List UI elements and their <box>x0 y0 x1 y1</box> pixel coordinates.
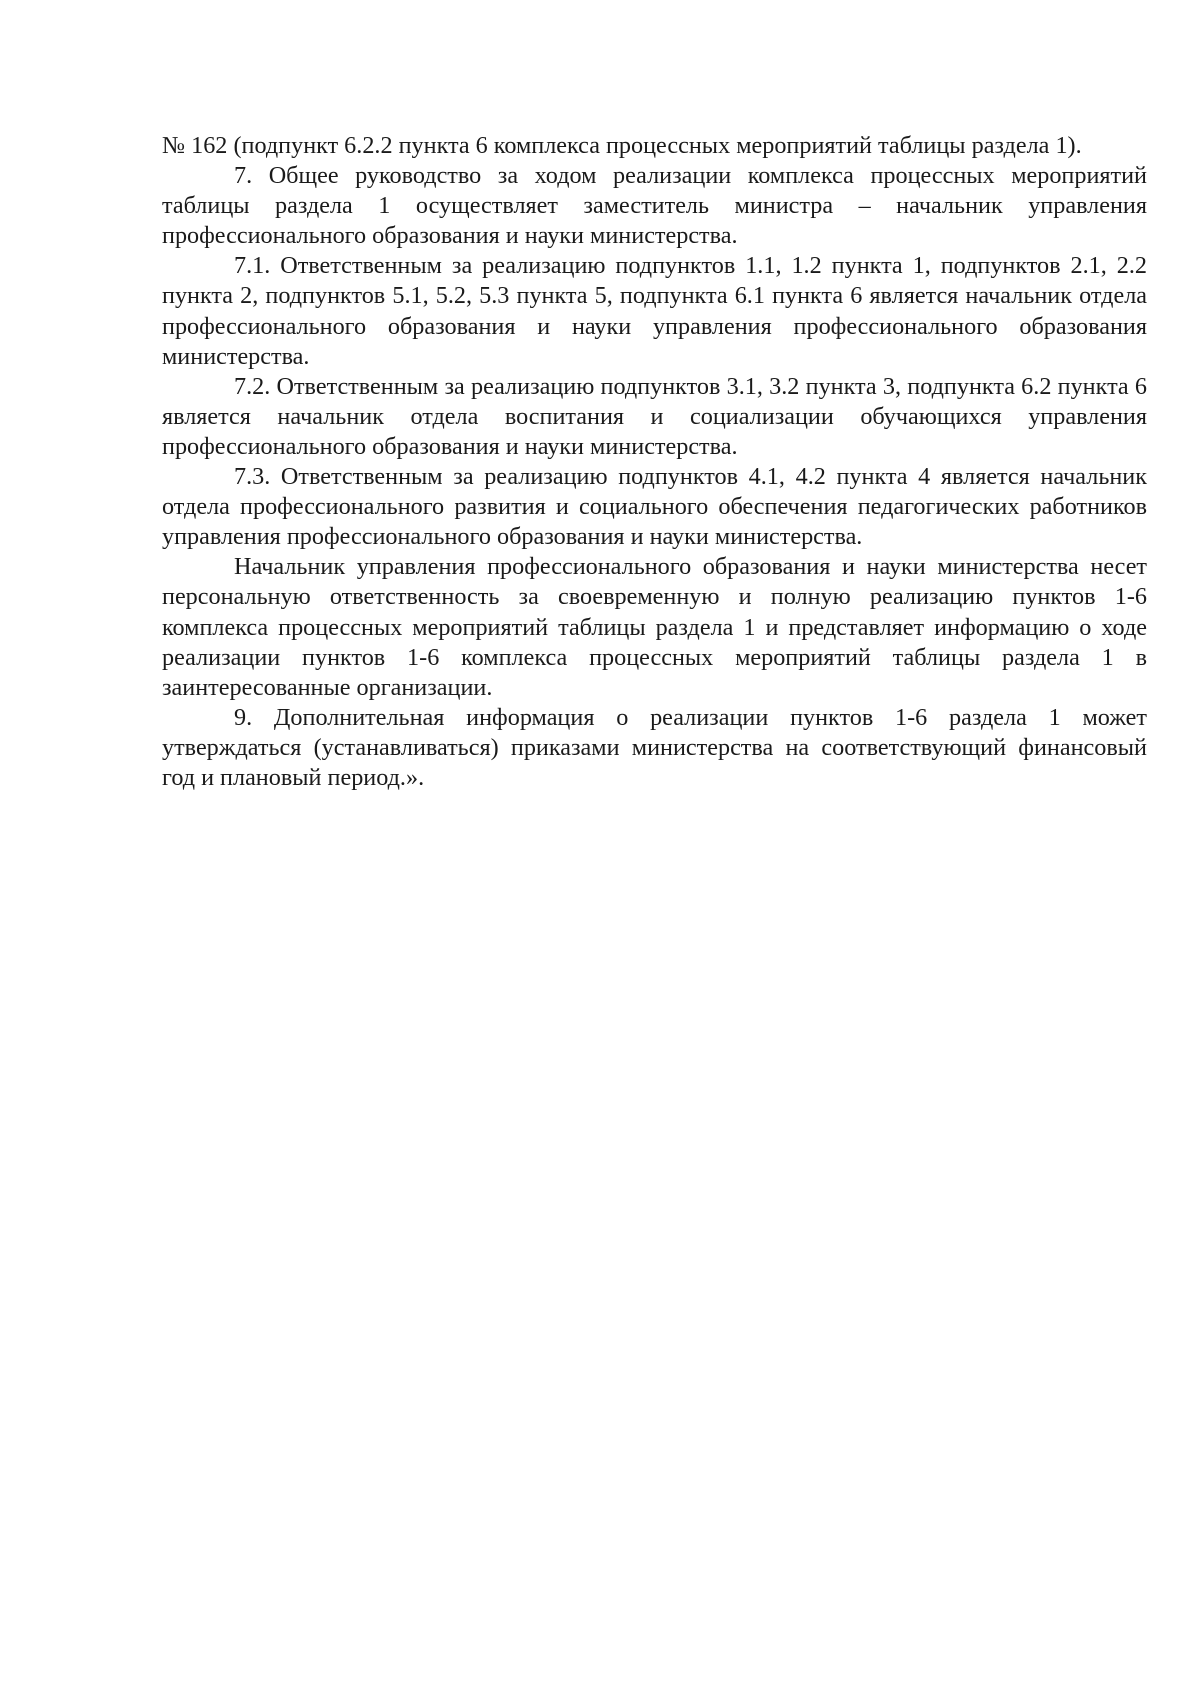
document-body <box>162 131 1147 793</box>
paragraph-item-9: 9. Дополнительная информация о реализации пунктов 1-6 раздела 1 может утверждаться (устанавливаться) приказами министерства на соответствующий финансовый год и плановый период.». <box>162 703 1147 791</box>
paragraph-continuation: № 162 (подпункт 6.2.2 пункта 6 комплекса процессных мероприятий таблицы раздела 1). <box>162 132 1082 159</box>
paragraph-item-7-3: 7.3. Ответственным за реализацию подпунктов 4.1, 4.2 пункта 4 является начальник отдела профессионального развития и социального обеспечения педагогических работников управления профессионального образования и науки министерства. <box>162 463 1147 551</box>
paragraph-item-7-2: 7.2. Ответственным за реализацию подпунктов 3.1, 3.2 пункта 3, подпункта 6.2 пункта 6 является начальник отдела воспитания и социализации обучающихся управления профессионального образования и науки министерства. <box>162 372 1147 460</box>
paragraph-item-7-1: 7.1. Ответственным за реализацию подпунктов 1.1, 1.2 пункта 1, подпунктов 2.1, 2.2 пункта 2, подпунктов 5.1, 5.2, 5.3 пункта 5, подпункта 6.1 пункта 6 является начальник отдела профессионального образования и науки управления профессионального образования министерства. <box>162 252 1147 370</box>
paragraph-head-responsibility: Начальник управления профессионального образования и науки министерства несет персональную ответственность за своевременную и полную реализацию пунктов 1-6 комплекса процессных мероприятий таблицы раздела 1 и представляет информацию о ходе реализации пунктов 1-6 комплекса процессных мероприятий таблицы раздела 1 в заинтересованные организации. <box>162 553 1147 701</box>
paragraph-item-7: 7. Общее руководство за ходом реализации комплекса процессных мероприятий таблицы раздела 1 осуществляет заместитель министра – начальник управления профессионального образования и науки министерства. <box>162 162 1147 250</box>
